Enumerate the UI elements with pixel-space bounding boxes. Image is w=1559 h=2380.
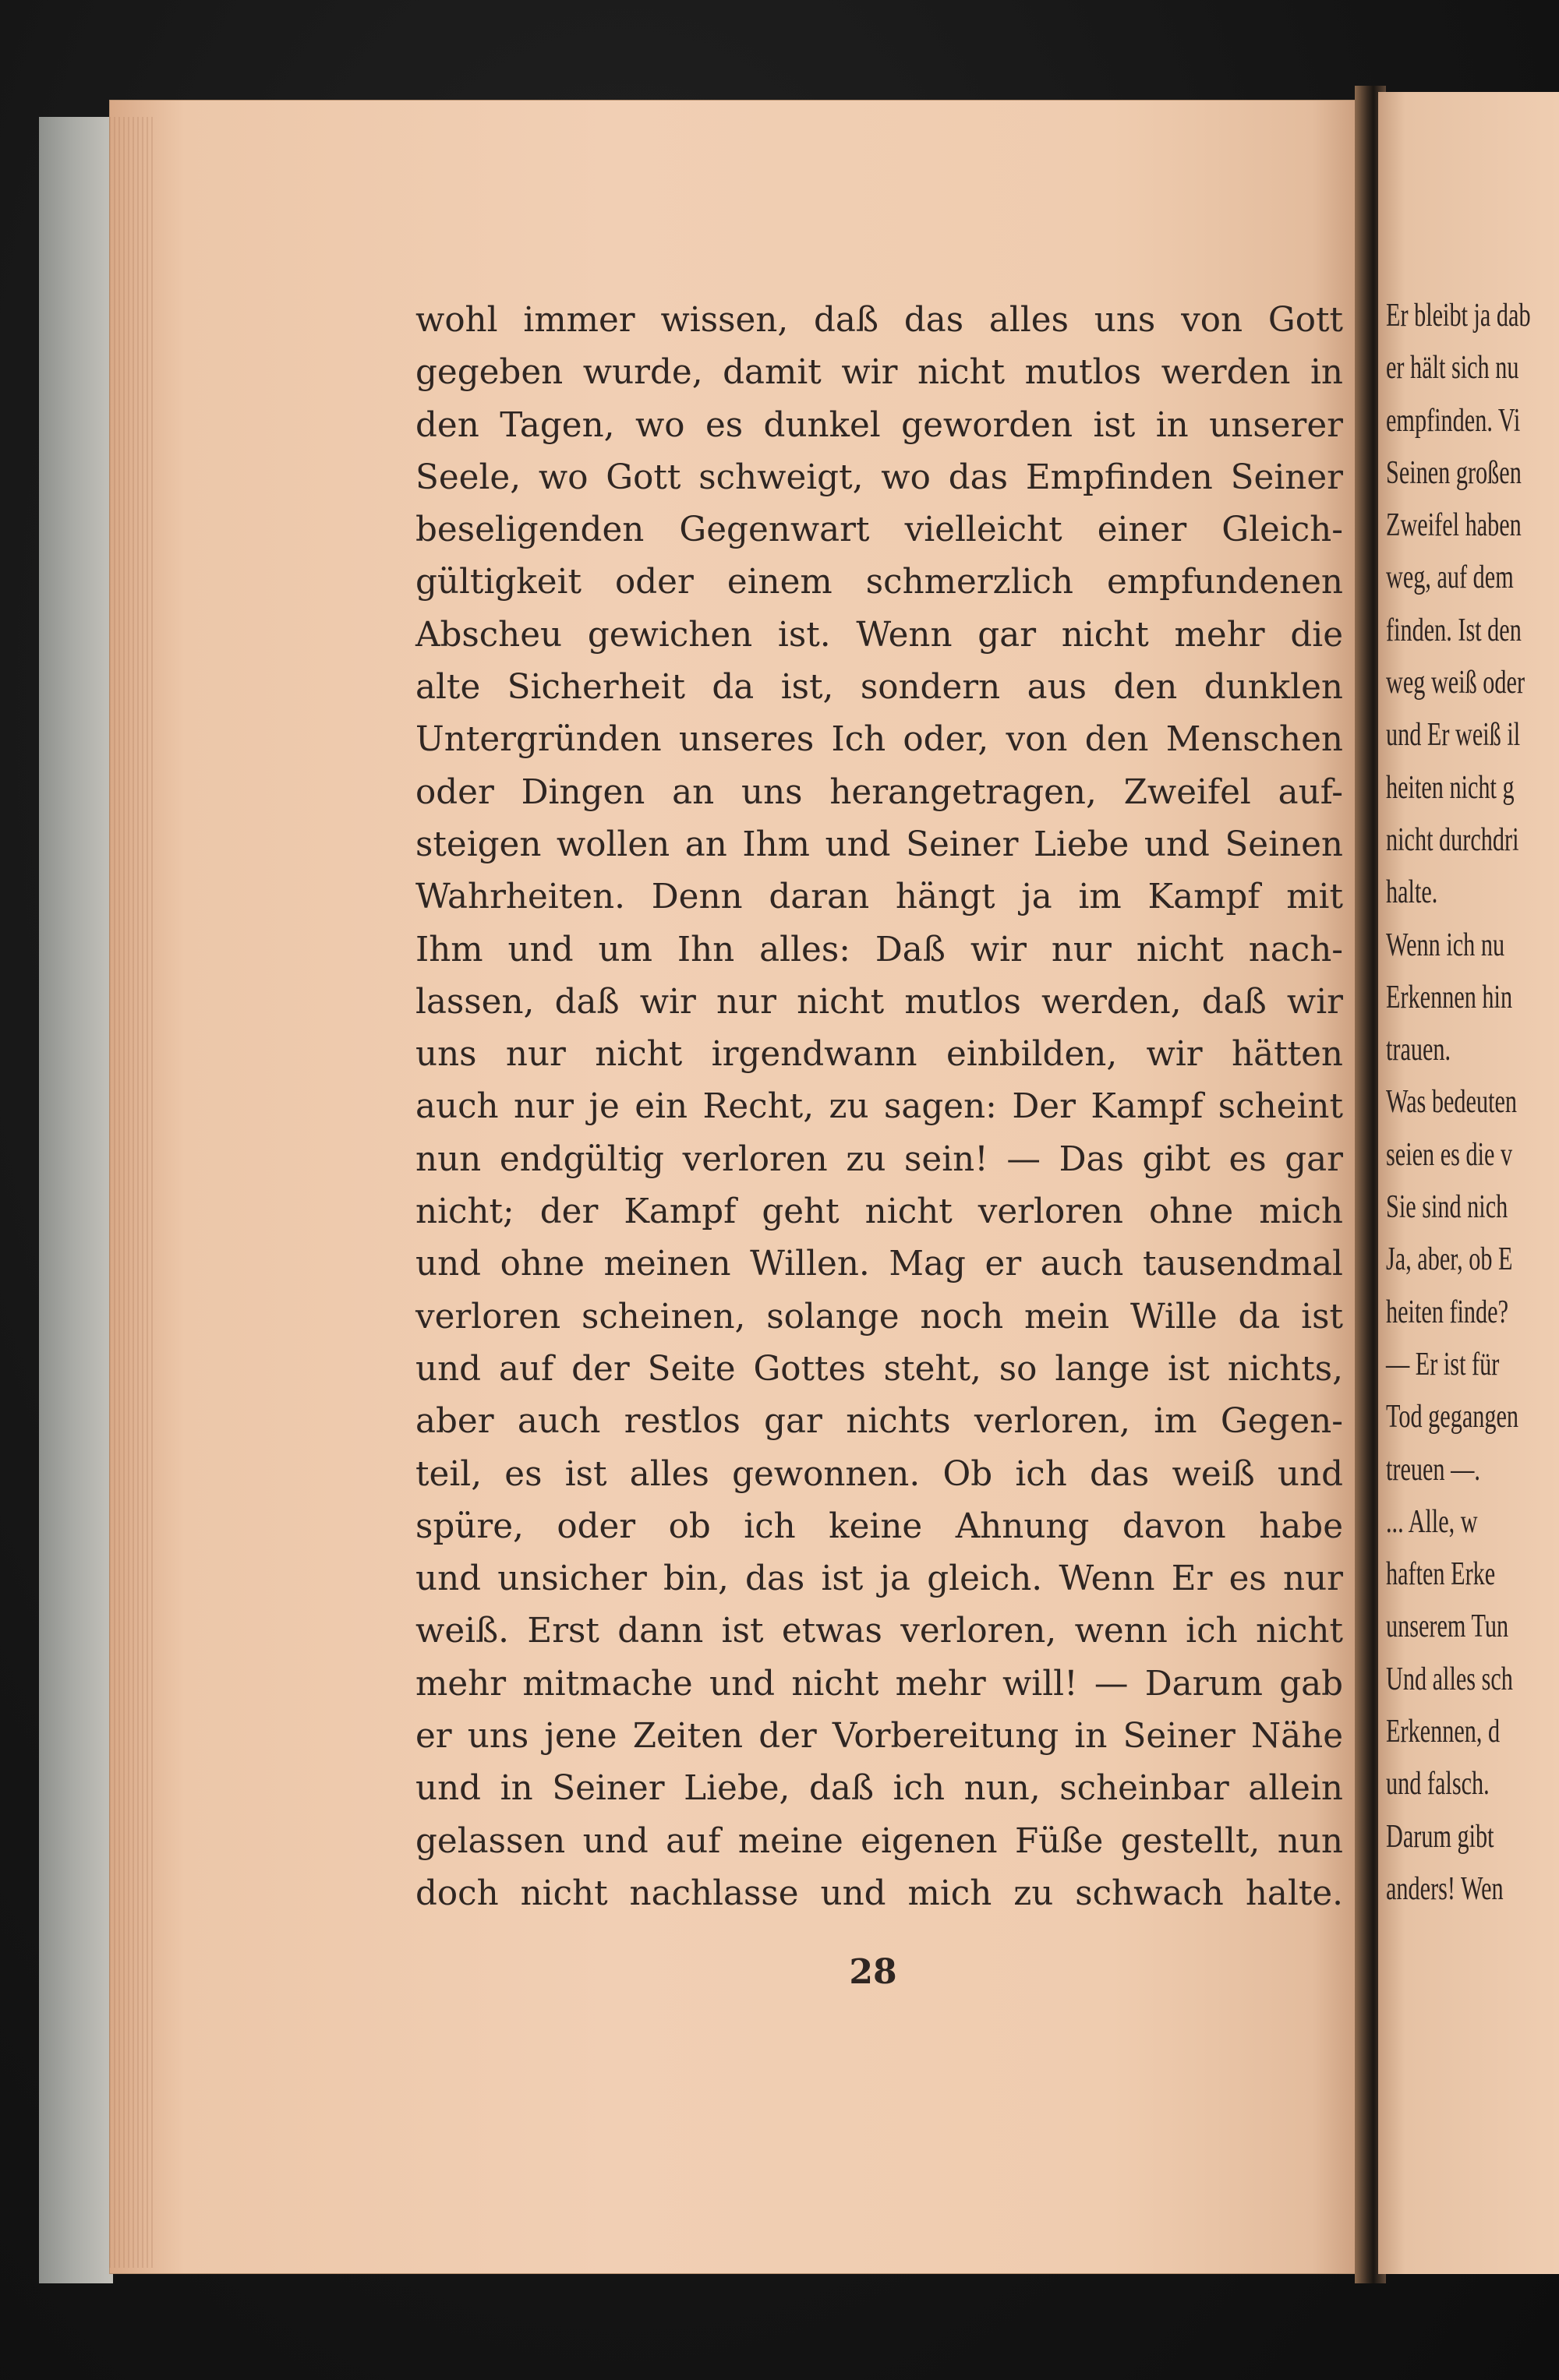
text-fragment: treuen —. xyxy=(1386,1451,1480,1488)
text-fragment: empfinden. Vi xyxy=(1386,402,1521,439)
text-line: nun endgültig verloren zu sein! — Das gibt es gar xyxy=(415,1139,1343,1179)
text-line: Wahrheiten. Denn daran hängt ja im Kampf mit xyxy=(415,877,1343,917)
page-number: 28 xyxy=(849,1952,897,1992)
text-fragment: heiten nicht g xyxy=(1386,769,1515,806)
text-line: lassen, daß wir nur nicht mutlos werden, daß wir xyxy=(415,982,1343,1022)
text-fragment: seien es die v xyxy=(1386,1136,1513,1173)
text-fragment: trauen. xyxy=(1386,1032,1451,1068)
text-fragment: Was bedeuten xyxy=(1386,1084,1518,1121)
text-fragment: Und alles sch xyxy=(1386,1661,1513,1697)
text-line: teil, es ist alles gewonnen. Ob ich das weiß und xyxy=(415,1454,1343,1494)
text-line: wohl immer wissen, daß das alles uns von Gott xyxy=(415,301,1343,340)
text-line: und in Seiner Liebe, daß ich nun, scheinbar allein xyxy=(415,1769,1343,1809)
text-fragment: und falsch. xyxy=(1386,1766,1490,1803)
text-fragment: ... Alle, w xyxy=(1386,1503,1478,1540)
text-line: und auf der Seite Gottes steht, so lange ist nichts, xyxy=(415,1349,1343,1389)
text-line: Seele, wo Gott schweigt, wo das Empfinden Seiner xyxy=(415,457,1343,497)
text-line: uns nur nicht irgendwann einbilden, wir hätten xyxy=(415,1035,1343,1075)
text-fragment: Sie sind nich xyxy=(1386,1189,1508,1226)
text-fragment: weg, auf dem xyxy=(1386,560,1514,596)
left-page-body-text xyxy=(415,295,1343,1920)
text-fragment: Zweifel haben xyxy=(1386,507,1522,544)
text-line: gültigkeit oder einem schmerzlich empfundenen xyxy=(415,563,1343,602)
text-fragment: unserem Tun xyxy=(1386,1608,1509,1645)
text-line: er uns jene Zeiten der Vorbereitung in Seiner Nähe xyxy=(415,1717,1343,1757)
text-fragment: er hält sich nu xyxy=(1386,350,1519,387)
text-line: und unsicher bin, das ist ja gleich. Wenn Er es nur xyxy=(415,1559,1343,1599)
text-fragment: weg weiß oder xyxy=(1386,665,1525,701)
text-fragment: anders! Wen xyxy=(1386,1870,1504,1907)
text-line: gegeben wurde, damit wir nicht mutlos werden in xyxy=(415,353,1343,393)
text-fragment: heiten finde? xyxy=(1386,1294,1509,1330)
text-line: und ohne meinen Willen. Mag er auch tausendmal xyxy=(415,1245,1343,1284)
text-line: verloren scheinen, solange noch mein Wille da ist xyxy=(415,1297,1343,1337)
right-page-text-fragments xyxy=(1386,290,1532,1916)
text-line: oder Dingen an uns herangetragen, Zweifel auf- xyxy=(415,772,1343,812)
text-line: beseligenden Gegenwart vielleicht einer Gleich- xyxy=(415,510,1343,550)
text-fragment: Erkennen, d xyxy=(1386,1714,1501,1750)
text-fragment: — Er ist für xyxy=(1386,1346,1500,1382)
text-line: den Tagen, wo es dunkel geworden ist in unserer xyxy=(415,405,1343,445)
text-fragment: und Er weiß il xyxy=(1386,717,1521,754)
text-fragment: Seinen großen xyxy=(1386,454,1522,491)
text-fragment: Darum gibt xyxy=(1386,1818,1494,1855)
text-line: gelassen und auf meine eigenen Füße gestellt, nun xyxy=(415,1821,1343,1861)
text-line: steigen wollen an Ihm und Seiner Liebe und Seinen xyxy=(415,825,1343,864)
text-fragment: finden. Ist den xyxy=(1386,612,1522,648)
text-line: Untergründen unseres Ich oder, von den Menschen xyxy=(415,720,1343,760)
text-fragment: Wenn ich nu xyxy=(1386,927,1505,963)
text-fragment: haften Erke xyxy=(1386,1556,1496,1593)
text-line: mehr mitmache und nicht mehr will! — Darum gab xyxy=(415,1664,1343,1704)
text-line: alte Sicherheit da ist, sondern aus den dunklen xyxy=(415,668,1343,708)
text-line: auch nur je ein Recht, zu sagen: Der Kampf scheint xyxy=(415,1087,1343,1127)
text-line: Ihm und um Ihn alles: Daß wir nur nicht nach- xyxy=(415,930,1343,969)
book-cover-edge xyxy=(39,117,113,2283)
text-line: nicht; der Kampf geht nicht verloren ohne mich xyxy=(415,1192,1343,1232)
text-line: weiß. Erst dann ist etwas verloren, wenn ich nicht xyxy=(415,1612,1343,1651)
text-line: Abscheu gewichen ist. Wenn gar nicht mehr die xyxy=(415,615,1343,655)
text-fragment: Tod gegangen xyxy=(1386,1399,1519,1435)
text-fragment: Ja, aber, ob E xyxy=(1386,1241,1513,1278)
text-line: doch nicht nachlasse und mich zu schwach halte. xyxy=(415,1873,1343,1913)
text-fragment: halte. xyxy=(1386,874,1438,911)
text-line: aber auch restlos gar nichts verloren, im Gegen- xyxy=(415,1402,1343,1442)
text-fragment: Er bleibt ja dab xyxy=(1386,298,1531,334)
text-line: spüre, oder ob ich keine Ahnung davon habe xyxy=(415,1506,1343,1546)
text-fragment: nicht durchdri xyxy=(1386,821,1519,858)
text-fragment: Erkennen hin xyxy=(1386,979,1513,1015)
page-edges xyxy=(109,117,156,2268)
